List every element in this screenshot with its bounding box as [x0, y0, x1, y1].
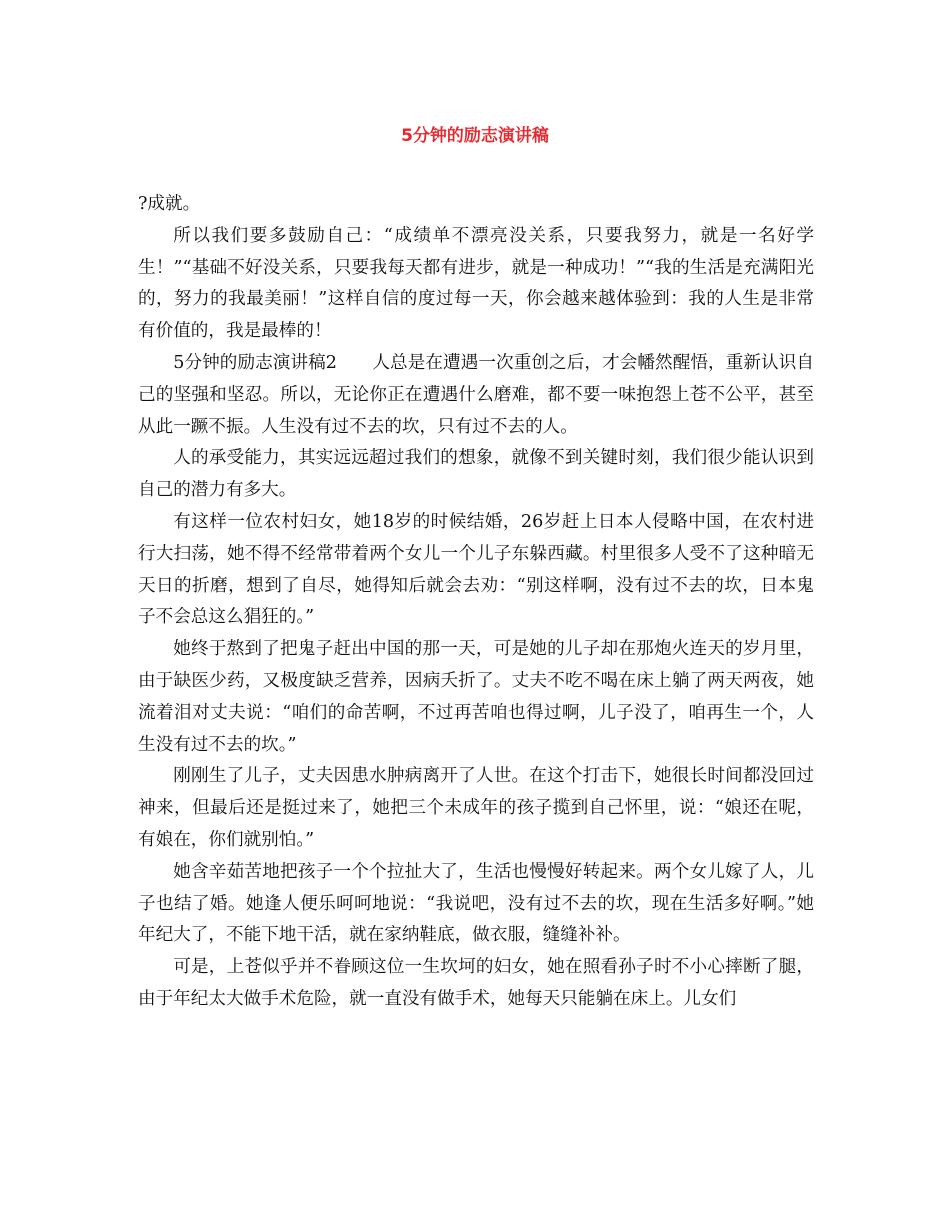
paragraph: 刚刚生了儿子，丈夫因患水肿病离开了人世。在这个打击下，她很长时间都没回过神来，但最后还是挺过来了，她把三个未成年的孩子揽到自己怀里，说：“娘还在呢，有娘在，你们就别怕。”	[138, 766, 814, 850]
paragraph: 5分钟的励志演讲稿2 人总是在遭遇一次重创之后，才会幡然醒悟，重新认识自己的坚强和坚忍。所以，无论你正在遭遇什么磨难，都不要一味抱怨上苍不公平，甚至从此一蹶不振。人生没有过不去的坎，只有过不去的人。	[138, 352, 814, 437]
paragraph: 她含辛茹苦地把孩子一个个拉扯大了，生活也慢慢好转起来。两个女儿嫁了人，儿子也结了婚。她逢人便乐呵呵地说：“我说吧，没有过不去的坎，现在生活多好啊。”她年纪大了，不能下地干活，就在家纳鞋底，做衣服，缝缝补补。	[138, 861, 814, 946]
paragraph: ?成就。	[138, 194, 201, 214]
document-title: 5分钟的励志演讲稿	[401, 126, 549, 146]
document-body	[138, 189, 814, 1016]
paragraph: 可是，上苍似乎并不眷顾这位一生坎坷的妇女，她在照看孙子时不小心摔断了腿，由于年纪太大做手术危险，就一直没有做手术，她每天只能躺在床上。儿女们	[138, 957, 814, 1009]
paragraph: 有这样一位农村妇女，她18岁的时候结婚，26岁赶上日本人侵略中国，在农村进行大扫荡，她不得不经常带着两个女儿一个儿子东躲西藏。村里很多人受不了这种暗无天日的折磨，想到了自尽，她得知后就会去劝：“别这样啊，没有过不去的坎，日本鬼子不会总这么猖狂的。”	[138, 511, 814, 628]
paragraph: 所以我们要多鼓励自己：“成绩单不漂亮没关系，只要我努力，就是一名好学生！”“基础不好没关系，只要我每天都有进步，就是一种成功！”“我的生活是充满阳光的，努力的我最美丽！”这样自信的度过每一天，你会越来越体验到：我的人生是非常有价值的，我是最棒的！	[138, 225, 814, 342]
paragraph: 人的承受能力，其实远远超过我们的想象，就像不到关键时刻，我们很少能认识到自己的潜力有多大。	[138, 448, 814, 501]
paragraph: 她终于熬到了把鬼子赶出中国的那一天，可是她的儿子却在那炮火连天的岁月里，由于缺医少药，又极度缺乏营养，因病夭折了。丈夫不吃不喝在床上躺了两天两夜，她流着泪对丈夫说：“咱们的命苦啊，不过再苦咱也得过啊，儿子没了，咱再生一个，人生没有过不去的坎。”	[138, 639, 814, 755]
